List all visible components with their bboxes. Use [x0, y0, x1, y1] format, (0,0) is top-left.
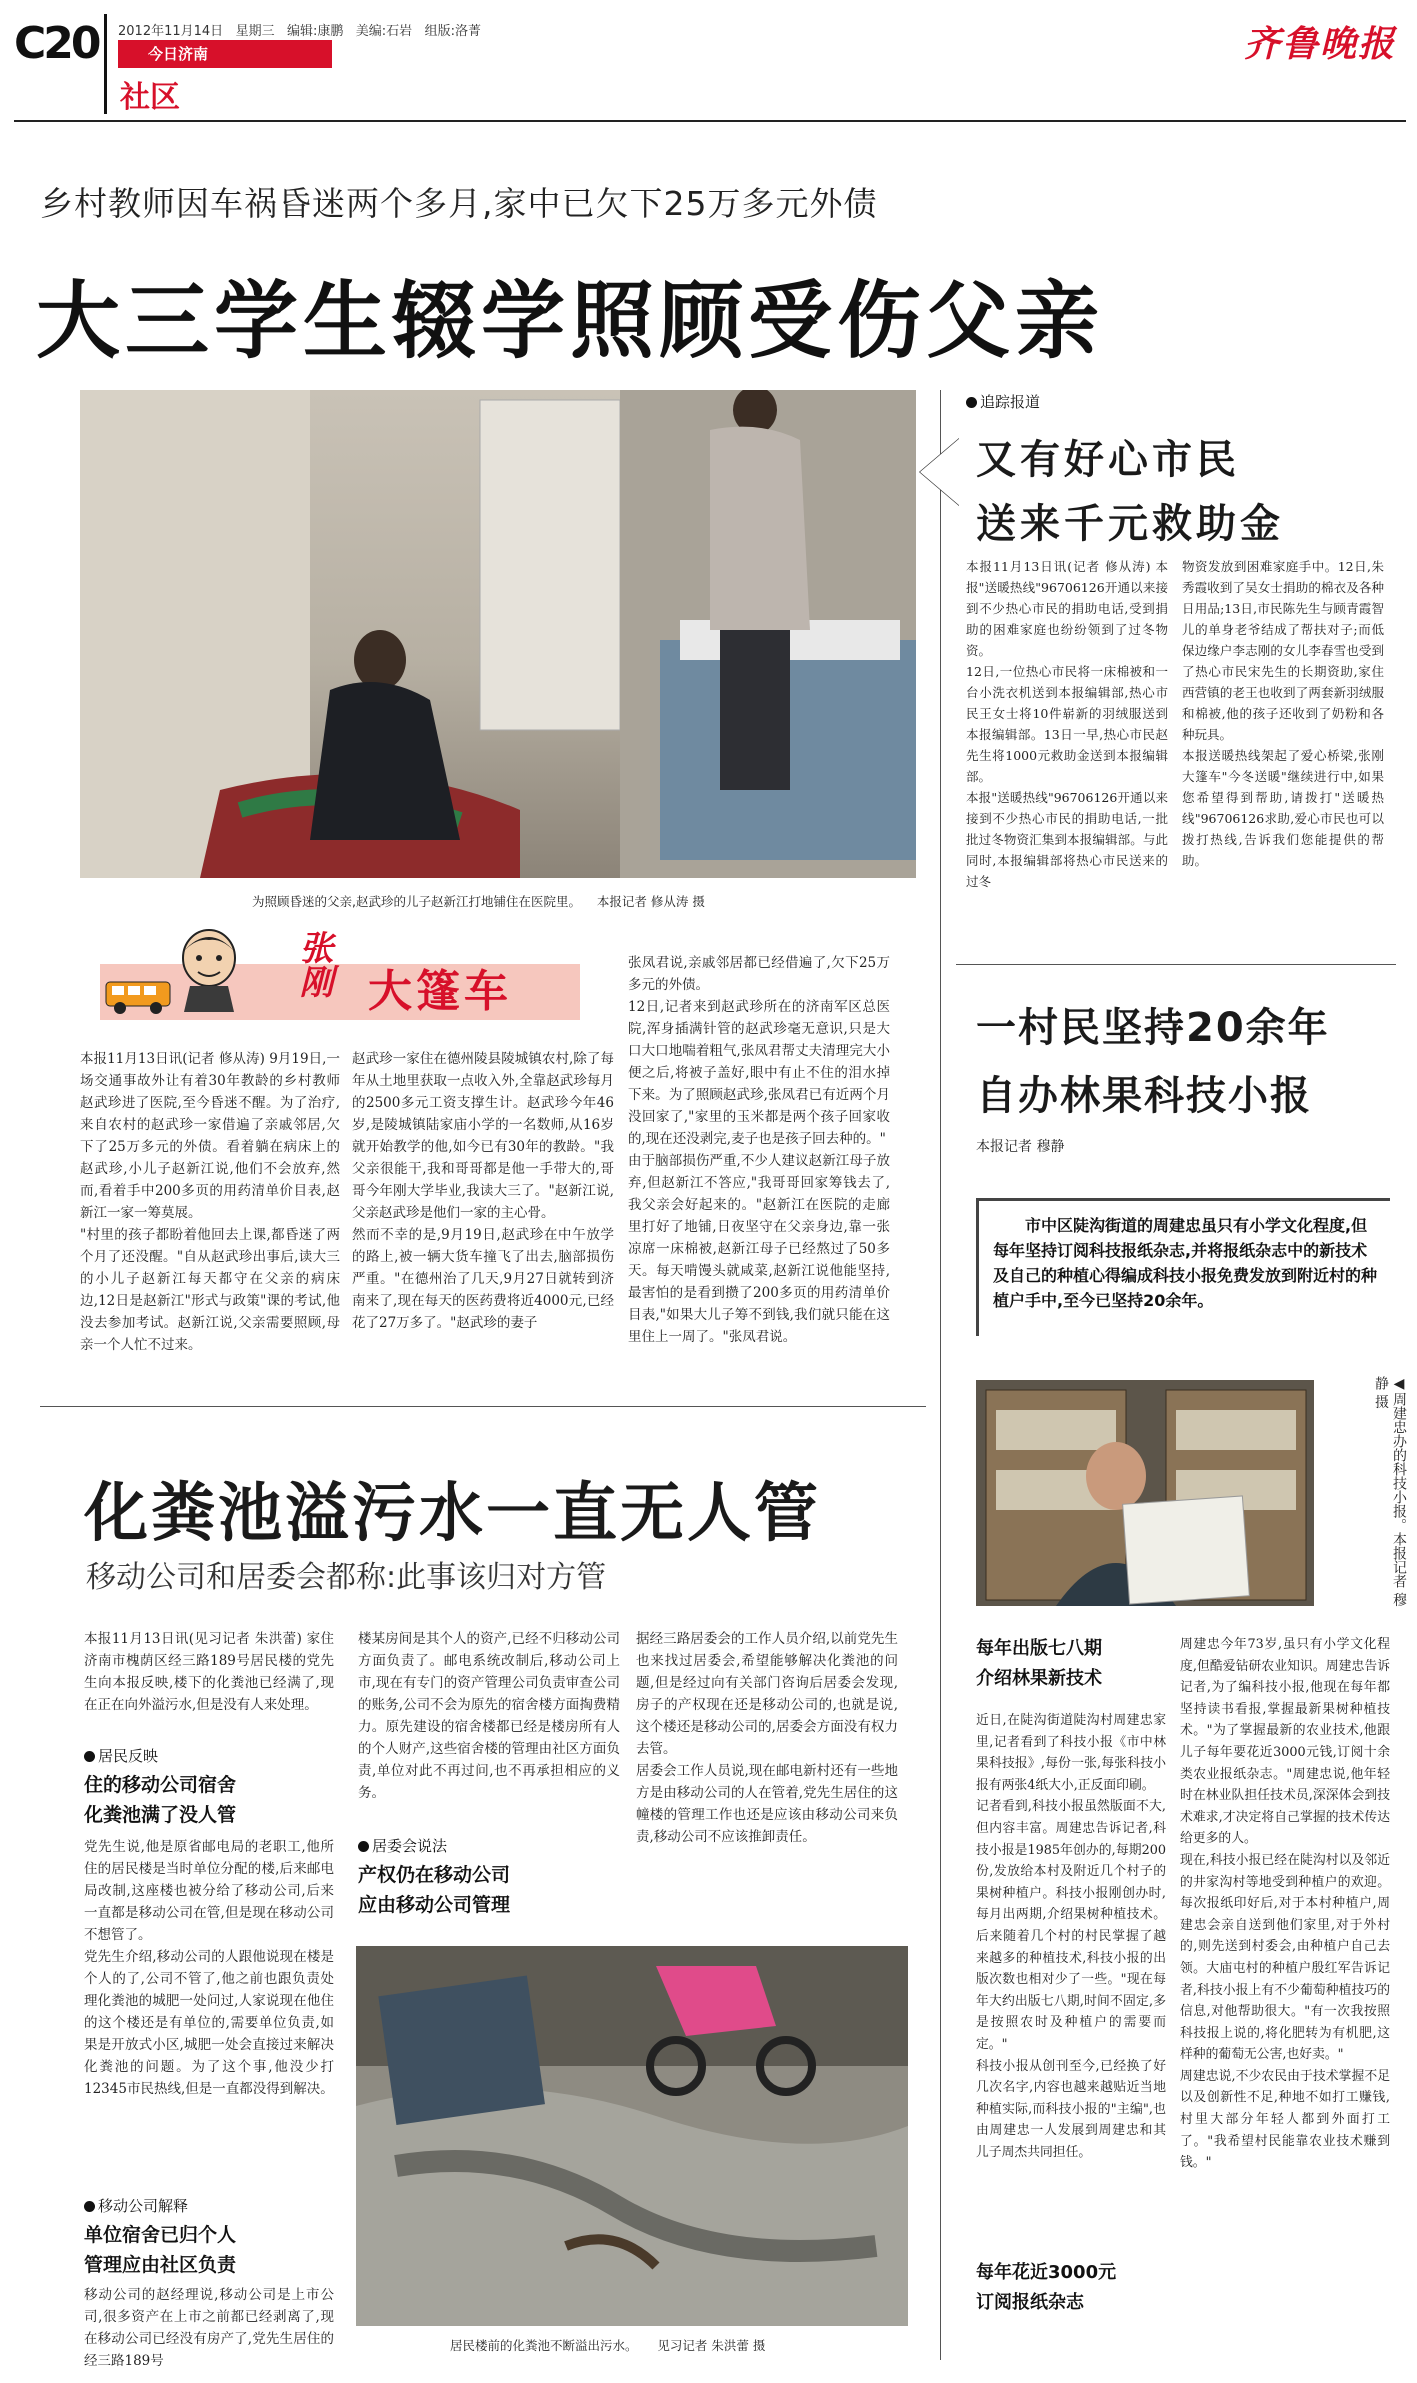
section-tag: [118, 40, 332, 68]
sewage-photo-caption: [450, 2336, 910, 2354]
bus-icon: [104, 976, 174, 1016]
lead-photo-credit: 本报记者 修从涛 摄: [596, 894, 705, 909]
sewage-body-col1: 党先生说,他是原省邮电局的老职工,他所住的居民楼是当时单位分配的楼,后来邮电局改制,这座楼也被分给了移动公司,后来一直都是移动公司在管,但是现在移动公司不想管了。 党先生介绍,移动公司的人跟他说现在楼是个人的了,公司不管了,他之前也跟负责处理化粪池的城肥一处问过,人家说现在他住的这个楼还是有单位的,需要单位负责,如果是开放式小区,城肥一处会直接过来解决化粪池的问题。为了这个事,他没少打12345市民热线,但是一直都没得到解决。: [84, 1839, 334, 2097]
lead-body-col1: 本报11月13日讯(记者 修从涛) 9月19日,一场交通事故外让有着30年教龄的乡村教师赵武珍进了医院,至今昏迷不醒。为了治疗,来自农村的赵武珍一家借遍了亲戚邻居,欠下了25万多元的外债。看着躺在病床上的赵武珍,小儿子赵新江说,他们不会放弃,然而,看着手中200多页的用药清单价目表,赵新江一家一筹莫展。 "村里的孩子都盼着他回去上课,都昏迷了两个月了还没醒。"自从赵武珍出事后,读大三的小儿子赵新江每天都守在父亲的病床边,12日是赵新江"形式与政策"课的考试,他没去参加考试。赵新江说,父亲需要照顾,母亲一个人忙不过来。: [80, 1051, 340, 1353]
follow-headline-1: 又有好心市民: [976, 437, 1240, 483]
follow-tag-dot: [966, 397, 977, 408]
sewage-body-col1-end: 移动公司的赵经理说,移动公司是上市公司,很多资产在上市之前都已经剥离了,现在移动公司已经没有房产了,党先生居住的经三路189号: [84, 2287, 334, 2369]
lead-headline: 大三学生辍学照顾受伤父亲: [36, 272, 1105, 370]
section-name: 社区: [120, 80, 180, 115]
follow-headline-2: 送来千元救助金: [976, 501, 1284, 547]
sewage-body-col2: 楼某房间是其个人的资产,已经不归移动公司方面负责了。邮电系统改制后,移动公司上市,现在有专门的资产管理公司负责审查公司的账务,公司不会为原先的宿舍楼方面掏费精力。原先建设的宿舍楼都已经是楼房所有人的个人财产,这些宿舍楼的管理由社区方面负责,单位对此不再过问,也不再承担相应的义务。: [358, 1631, 620, 1801]
sewage-subhead-1: 住的移动公司宿舍 化粪池满了没人管: [84, 1774, 237, 1826]
issue-weekday: 星期三: [235, 24, 275, 39]
sewage-tag-1-dot: [84, 1751, 95, 1762]
section-divider: [40, 1406, 926, 1407]
sewage-tag-3-dot: [358, 1841, 369, 1852]
villager-subhead-1: 每年出版七八期 介绍林果新技术: [976, 1638, 1102, 1689]
sewage-photo-caption-text: 居民楼前的化粪池不断溢出污水。: [450, 2338, 638, 2353]
column-logo-title: 大篷车: [368, 966, 512, 1017]
cartoon-face-icon: [170, 928, 248, 1012]
sewage-tag-2-dot: [84, 2201, 95, 2212]
villager-headline-2: 自办林果科技小报: [976, 1073, 1312, 1119]
sewage-photo-credit: 见习记者 朱洪蕾 摄: [657, 2338, 766, 2353]
lead-body-col3: 张凤君说,亲戚邻居都已经借遍了,欠下25万多元的外债。 12日,记者来到赵武珍所在的济南军区总医院,浑身插满针管的赵武珍毫无意识,只是大口大口地喘着粗气,张凤君帮丈夫清理完大小便之后,将被子盖好,眼中有止不住的泪水掉下来。为了照顾赵武珍,张凤君已有近两个月没回家了,"家里的玉米都是两个孩子回家收的,现在还没剥完,麦子也是孩子回去种的。" 由于脑部损伤严重,不少人建议赵新江母子放弃,但赵新江不答应,"我哥哥回家筹钱去了,我父亲会好起来的。"赵新江在医院的走廊里打好了地铺,日夜坚守在父亲身边,靠一张凉席一床棉被,赵新江母子已经熬过了50多天。每天啃馒头就咸菜,赵新江说他能坚持,最害怕的是看到攒了200多页的用药清单价目表,"如果大儿子筹不到钱,我们就只能在这里住上一周了。"张凤君说。: [628, 955, 890, 1345]
sewage-tag-2-label: 移动公司解释: [98, 2197, 189, 2215]
villager-photo-caption: ◀周建忠办的科技小报。本报记者 穆静 摄: [1373, 1376, 1407, 1607]
sewage-tag-1-label: 居民反映: [98, 1747, 159, 1765]
lead-photo: [80, 390, 916, 878]
column-divider: [940, 390, 941, 2360]
villager-summary: 市中区陡沟街道的周建忠虽只有小学文化程度,但每年坚持订阅科技报纸杂志,并将报纸杂志中的新技术及自己的种植心得编成科技小报免费发放到附近村的种植户手中,至今已坚持20余年。: [993, 1216, 1378, 1310]
villager-subhead-2: 每年花近3000元 订阅报纸杂志: [976, 2262, 1117, 2313]
masthead-info: [118, 20, 481, 39]
column-logo-script: 张刚: [293, 930, 333, 998]
page-number: C20: [14, 18, 99, 69]
follow-quote-mark: [920, 438, 960, 506]
lead-body-col2: 赵武珍一家住在德州陵县陵城镇农村,除了每年从土地里获取一点收入外,全靠赵武珍每月的2500多元工资支撑生计。赵武珍今年46岁,是陵城镇陆家庙小学的一名数师,从16岁就开始教学的他,如今已有30年的教龄。"我父亲很能干,我和哥哥都是他一手带大的,哥哥今年刚大学毕业,我读大三了。"赵新江说,父亲赵武珍是他们一家的主心骨。 然而不幸的是,9月19日,赵武珍在中午放学的路上,被一辆大货车撞飞了出去,脑部损伤严重。"在德州治了几天,9月27日就转到济南来了,现在每天的医药费将近4000元,已经花了27万多了。"赵武珍的妻子: [352, 1051, 614, 1331]
lead-kicker: 乡村教师因车祸昏迷两个多月,家中已欠下25万多元外债: [40, 184, 878, 223]
sewage-subhead-2: 单位宿舍已归个人 管理应由社区负责: [84, 2224, 237, 2276]
villager-photo: [976, 1380, 1314, 1606]
issue-date: 2012年11月14日: [118, 24, 224, 39]
follow-body-col1: 本报11月13日讯(记者 修从涛) 本报"送暖热线"96706126开通以来接到不少热心市民的捐助电话,受到捐助的困难家庭也纷纷领到了过冬物资。 12日,一位热心市民将一床棉被和一台小洗衣机送到本报编辑部,热心市民王女士将10件崭新的羽绒服送到本报编辑部。13日一早,热心市民赵先生将1000元救助金送到本报编辑部。 本报"送暖热线"96706126开通以来接到不少热心市民的捐助电话,一批批过冬物资汇集到本报编辑部。与此同时,本报编辑部将热心市民送来的过冬: [966, 559, 1168, 889]
villager-byline: 本报记者 穆静: [976, 1139, 1065, 1155]
sewage-tag-3: [358, 1834, 447, 1858]
sewage-headline: 化粪池溢污水一直无人管: [84, 1477, 821, 1551]
sewage-tag-3-label: 居委会说法: [372, 1837, 448, 1855]
follow-body-col2: 物资发放到困难家庭手中。12日,朱秀霞收到了吴女士捐助的棉衣及各种日用品;13日,市民陈先生与顾青霞智儿的单身老爷结成了帮扶对子;而低保边缘户李志刚的女儿李春雪也受到了热心市民宋先生的长期资助,家住西营镇的老王也收到了两套新羽绒服和棉被,他的孩子还收到了奶粉和各种玩具。 本报送暖热线架起了爱心桥梁,张刚大篷车"今冬送暖"继续进行中,如果您希望得到帮助,请拨打"送暖热线"96706126求助,爱心市民也可以拨打热线,告诉我们您能提供的帮助。: [1182, 559, 1384, 868]
follow-tag: [966, 390, 1040, 414]
villager-headline-1: 一村民坚持20余年: [976, 1005, 1330, 1051]
newspaper-logo: 齐鲁晚报: [1244, 23, 1397, 65]
villager-body-col2: 周建忠今年73岁,虽只有小学文化程度,但酷爱钻研农业知识。周建忠告诉记者,为了编科技小报,他现在每年都坚持读书看报,掌握最新果树种植技术。"为了掌握最新的农业技术,他跟儿子每年要花近3000元钱,订阅十余类农业报纸杂志。"周建忠说,他年轻时在林业队担任技术员,深深体会到技术难求,才决定将自己掌握的技术传达给更多的人。 现在,科技小报已经在陡沟村以及邻近的井家沟村等地受到种植户的欢迎。每次报纸印好后,对于本村种植户,周建忠会亲自送到他们家里,对于外村的,则先送到村委会,由种植户自己去领。大庙屯村的种植户殷红军告诉记者,科技小报上有不少葡萄种植技巧的信息,对他帮助很大。"有一次我按照科技报上说的,将化肥转为有机肥,这样种的葡萄无公害,也好卖。" 周建忠说,不少农民由于技术掌握不足以及创新性不足,种地不如打工赚钱,村里大部分年轻人都到外面打工了。"我希望村民能靠农业技术赚到钱。": [1180, 1637, 1390, 2171]
editor-credit: 编辑:康鹏: [287, 24, 344, 39]
follow-divider: [956, 964, 1396, 965]
sewage-body-col3: 据经三路居委会的工作人员介绍,以前党先生也来找过居委会,希望能够解决化粪池的问题,但是经过向有关部门咨询后居委会发现,房子的产权现在还是移动公司的,也就是说,这个楼还是移动公司的,居委会方面没有权力去管。 居委会工作人员说,现在邮电新村还有一些地方是由移动公司的人在管着,党先生居住的这幢楼的管理工作也还是应该由移动公司来负责,移动公司不应该推卸责任。: [636, 1631, 898, 1845]
sewage-photo: [356, 1946, 908, 2326]
art-editor-credit: 美编:石岩: [355, 24, 413, 39]
sewage-tag-2: [84, 2194, 188, 2218]
sewage-tag-1: [84, 1744, 158, 1768]
villager-body-col1: 近日,在陡沟街道陡沟村周建忠家里,记者看到了科技小报《市中林果科技报》,每份一张,每张科技小报有两张4纸大小,正反面印刷。 记者看到,科技小报虽然版面不大,但内容丰富。周建忠告诉记者,科技小报是1985年创办的,每期200份,发放给本村及附近几个村子的果树种植户。科技小报刚创办时,每月出两期,介绍果树种植技术。后来随着几个村的村民掌握了越来越多的种植技术,科技小报的出版次数也相对少了一些。"现在每年大约出版七八期,时间不固定,多是按照农时及种植户的需要而定。" 科技小报从创刊至今,已经换了好几次名字,内容也越来越贴近当地种植实际,而科技小报的"主编",也由周建忠一人发展到周建忠和其儿子周杰共同担任。: [976, 1713, 1166, 2160]
lead-photo-caption-text: 为照顾昏迷的父亲,赵武珍的儿子赵新江打地铺住在医院里。: [252, 894, 581, 909]
follow-tag-label: 追踪报道: [980, 393, 1041, 411]
section-tag-label: 今日济南: [148, 45, 209, 63]
layout-editor-credit: 组版:洛菁: [424, 24, 481, 39]
villager-summary-box: [976, 1198, 1390, 1336]
sewage-subhead-3: 产权仍在移动公司 应由移动公司管理: [358, 1864, 511, 1916]
sewage-subhead: 移动公司和居委会都称:此事该归对方管: [86, 1560, 607, 1595]
masthead-rule: [14, 120, 1406, 122]
masthead-divider: [104, 14, 107, 114]
column-logo: [100, 924, 580, 1036]
sewage-lead: 本报11月13日讯(见习记者 朱洪蕾) 家住济南市槐荫区经三路189号居民楼的党先生向本报反映,楼下的化粪池已经满了,现在正在向外溢污水,但是没有人来处理。: [84, 1631, 334, 1713]
